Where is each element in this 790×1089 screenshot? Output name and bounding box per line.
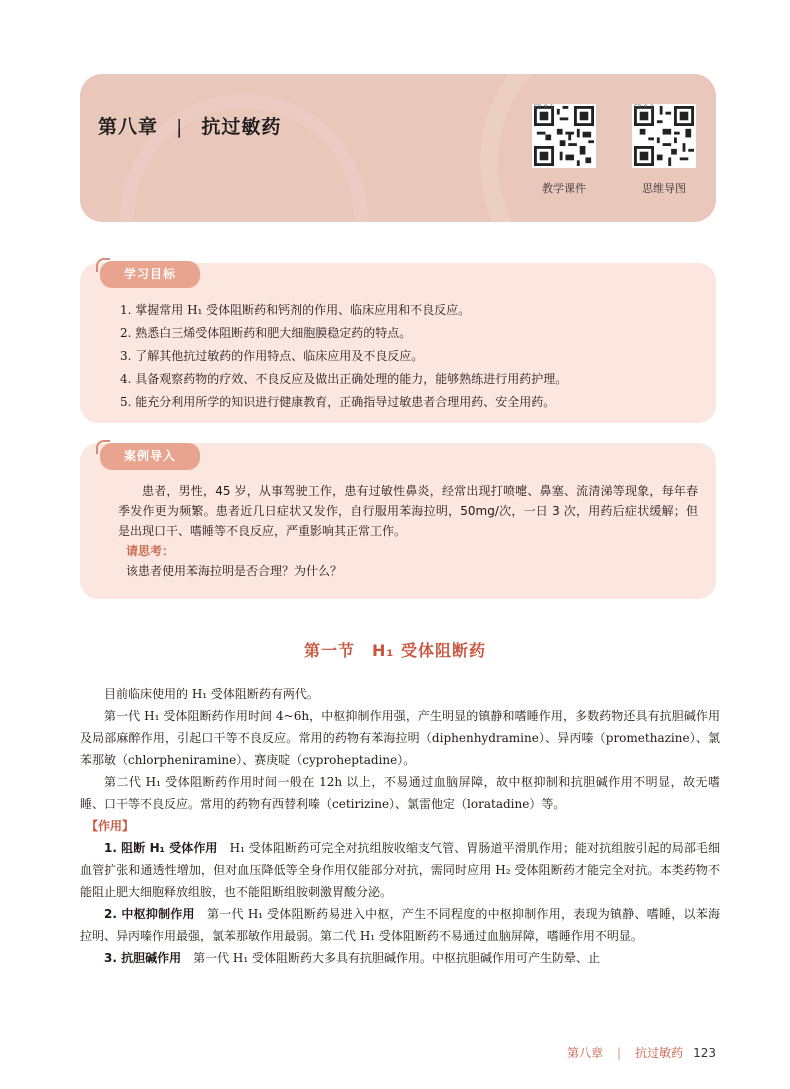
think-label: 请思考： (126, 544, 175, 558)
chapter-header (80, 74, 716, 222)
paragraph: 第一代 H₁ 受体阻断药作用时间 4~6h，中枢抑制作用强，产生明显的镇静和嗜睡作用，多数药物还具有抗胆碱作用及局部麻醉作用，引起口干等不良反应。常用的药物有苯海拉明（diphenhydramine）、异丙嗪（promethazine）、氯苯那敏（chlorpheniramine）、赛庚啶（cyproheptadine）。 (80, 709, 720, 767)
qr-code-icon (634, 106, 694, 166)
effect-text: H₁ 受体阻断药可完全对抗组胺收缩支气管、胃肠道平滑肌作用；能对抗组胺引起的局部毛细血管扩张和通透性增加，但对血压降低等全身作用仅能部分对抗，需同时应用 H₂ 受体阻断药才能完全对抗。本类药物不能阻止肥大细胞释放组胺，也不能阻断组胺刺激胃酸分泌。 (80, 841, 720, 899)
objectives-list (120, 299, 696, 414)
paragraph (80, 947, 720, 969)
chapter-number: 第八章 (98, 116, 159, 138)
effect-heading: 3. 抗胆碱作用 (104, 951, 182, 965)
case-text: 患者，男性，45 岁，从事驾驶工作，患有过敏性鼻炎，经常出现打喷嚏、鼻塞、流清涕等现象，每年春季发作更为频繁。患者近几日症状又发作，自行服用苯海拉明，50mg/次，一日 3 次，用药后症状缓解；但是出现口干、嗜睡等不良反应，严重影响其正常工作。 (118, 484, 698, 538)
effect-heading: 2. 中枢抑制作用 (104, 907, 195, 921)
case-label: 案例导入 (100, 443, 200, 470)
chapter-separator: | (176, 116, 184, 138)
objective-item: 3. 了解其他抗过敏药的作用特点、临床应用及不良反应。 (120, 349, 424, 363)
paragraph: 第二代 H₁ 受体阻断药作用时间一般在 12h 以上，不易通过血脑屏障，故中枢抑制和抗胆碱作用不明显，故无嗜睡、口干等不良反应。常用的药物有西替利嗪（cetirizine）、氯雷他定（loratadine）等。 (80, 775, 720, 811)
effect-text: 第一代 H₁ 受体阻断药大多具有抗胆碱作用。中枢抗胆碱作用可产生防晕、止 (193, 951, 601, 965)
objective-item: 4. 具备观察药物的疗效、不良反应及做出正确处理的能力，能够熟练进行用药护理。 (120, 372, 568, 386)
qr-code-courseware[interactable] (532, 104, 596, 168)
objectives-box (80, 263, 716, 423)
qr-code-id: ER 8-2 (634, 104, 654, 111)
qr-code-mindmap[interactable] (632, 104, 696, 168)
case-content (118, 481, 698, 581)
case-box (80, 443, 716, 599)
qr-code-icon (534, 106, 594, 166)
chapter-name: 抗过敏药 (201, 116, 282, 138)
qr-caption-mindmap: 思维导图 (642, 182, 686, 195)
footer-separator: | (617, 1046, 622, 1060)
effect-label: 【作用】 (86, 819, 135, 833)
section-body (80, 683, 720, 969)
objective-item: 5. 能充分利用所学的知识进行健康教育，正确指导过敏患者合理用药、安全用药。 (120, 395, 556, 409)
page-footer (567, 1044, 716, 1061)
section-title: 第一节 H₁ 受体阻断药 (304, 641, 486, 660)
objective-item: 2. 熟悉白三烯受体阻断药和肥大细胞膜稳定药的特点。 (120, 326, 412, 340)
qr-code-id: ER 8-1 (534, 104, 554, 111)
paragraph: 目前临床使用的 H₁ 受体阻断药有两代。 (104, 687, 319, 701)
paragraph (80, 837, 720, 903)
effect-text: 第一代 H₁ 受体阻断药易进入中枢，产生不同程度的中枢抑制作用，表现为镇静、嗜睡，以苯海拉明、异丙嗪作用最强，氯苯那敏作用最弱。第二代 H₁ 受体阻断药不易通过血脑屏障，嗜睡作用不明显。 (80, 907, 720, 943)
chapter-title (98, 112, 281, 139)
objectives-label: 学习目标 (100, 261, 200, 288)
effect-heading: 1. 阻断 H₁ 受体作用 (104, 841, 218, 855)
footer-chapter-name: 抗过敏药 (635, 1046, 684, 1060)
paragraph (80, 903, 720, 947)
page-number: 123 (693, 1046, 716, 1060)
footer-chapter: 第八章 (567, 1046, 604, 1060)
qr-caption-courseware: 教学课件 (542, 182, 586, 195)
case-question: 该患者使用苯海拉明是否合理？为什么？ (126, 564, 343, 578)
objective-item: 1. 掌握常用 H₁ 受体阻断药和钙剂的作用、临床应用和不良反应。 (120, 303, 471, 317)
